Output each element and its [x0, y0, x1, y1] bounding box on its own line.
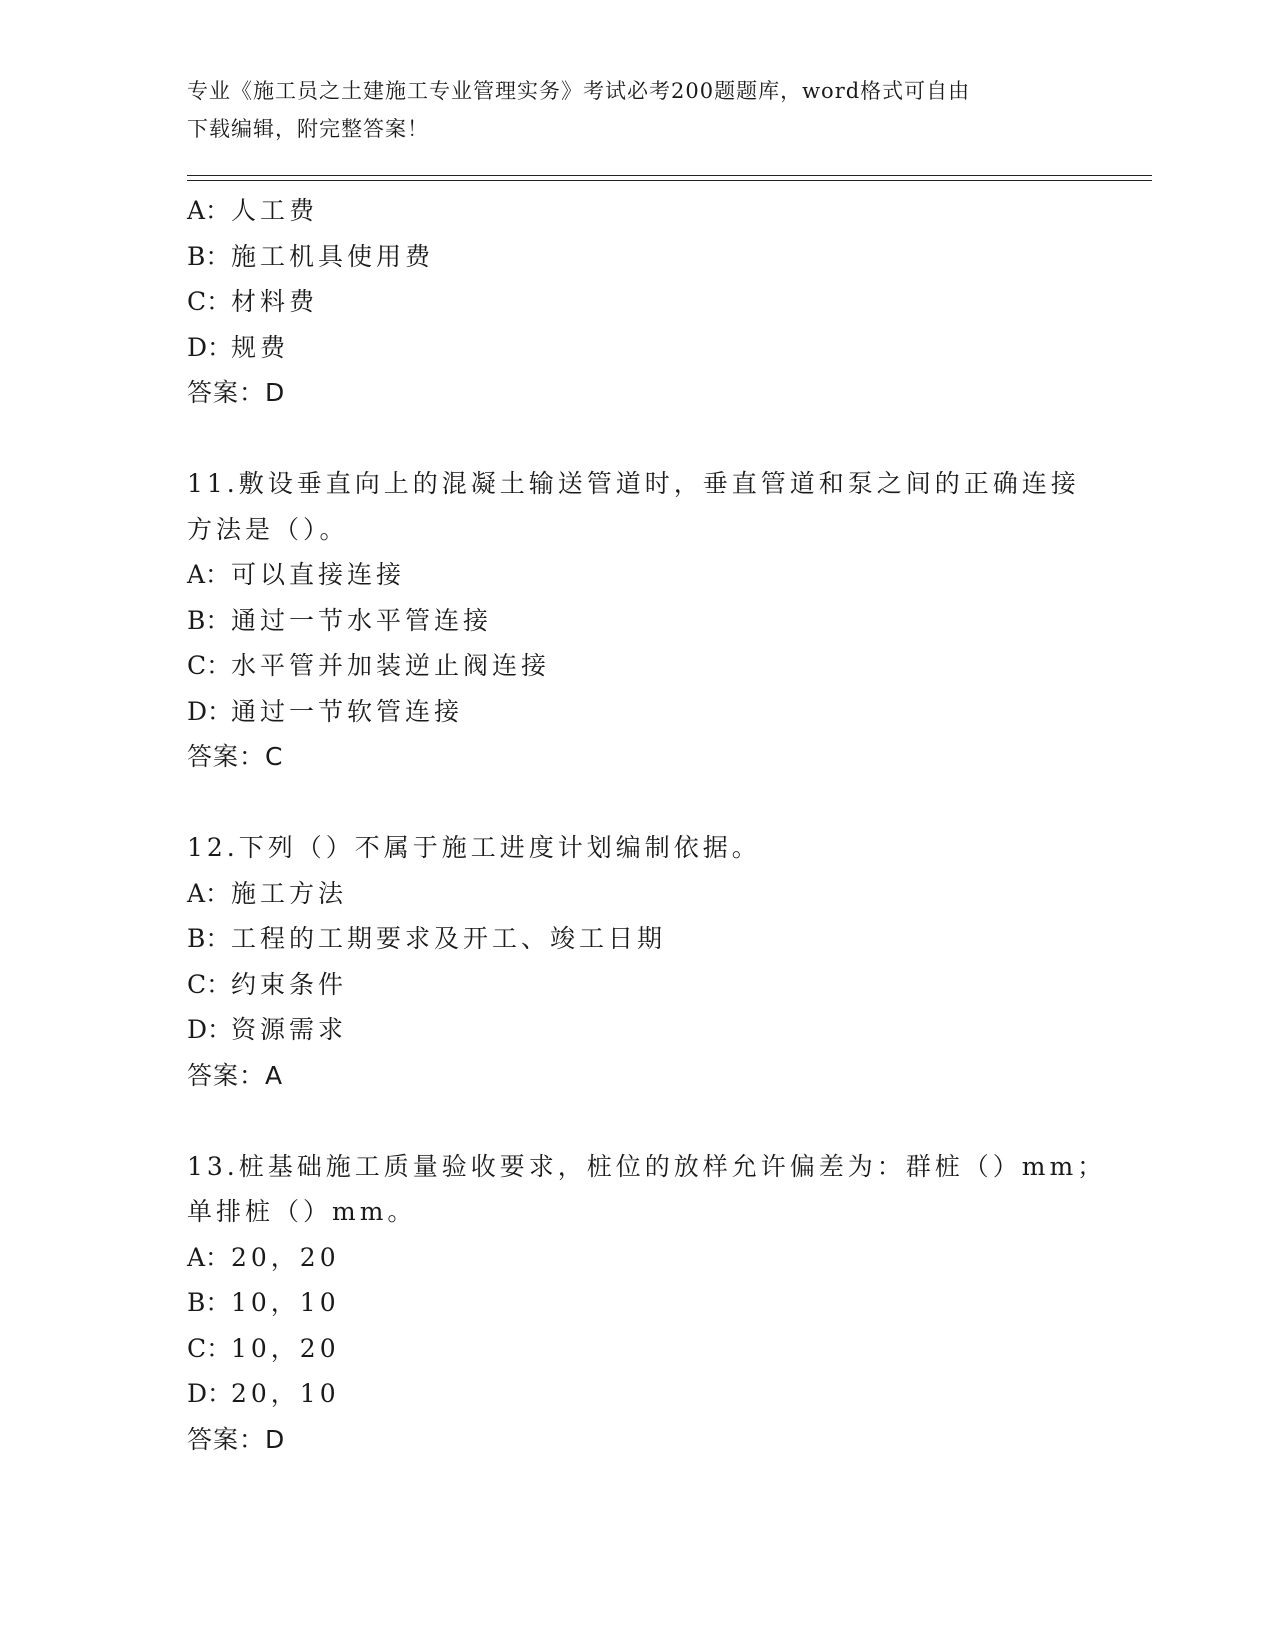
question-stem-line: 11.敷设垂直向上的混凝土输送管道时，垂直管道和泵之间的正确连接 — [187, 469, 1080, 498]
option-c — [187, 1326, 1152, 1372]
question-stem-line: 13.桩基础施工质量验收要求，桩位的放样允许偏差为：群桩（）mm； — [187, 1151, 1107, 1181]
option-text: 人工费 — [231, 196, 319, 225]
question-list — [187, 188, 1152, 1462]
answer-line: 答案：A — [187, 1060, 284, 1090]
question-item — [187, 461, 1152, 780]
option-text: 工程的工期要求及开工、竣工日期 — [231, 924, 667, 953]
option-b — [187, 1280, 1152, 1326]
document-header — [187, 72, 1067, 148]
answer-line: 答案：D — [187, 1424, 286, 1454]
option-b — [187, 234, 1152, 280]
option-d — [187, 689, 1152, 735]
option-text: 约束条件 — [231, 969, 348, 999]
option-c — [187, 962, 1152, 1008]
spacer — [187, 780, 1152, 826]
option-b — [187, 598, 1152, 644]
option-text: 规费 — [231, 332, 290, 362]
spacer — [187, 1098, 1152, 1144]
option-label: B： — [187, 605, 231, 635]
option-d — [187, 1007, 1152, 1053]
option-text: 材料费 — [231, 287, 319, 316]
option-text: 资源需求 — [231, 1015, 348, 1044]
option-a — [187, 871, 1152, 917]
option-label: A： — [187, 1242, 231, 1272]
option-text: 20，20 — [231, 1242, 340, 1272]
question-stem-line: 方法是（）。 — [187, 514, 349, 544]
answer-line: 答案：C — [187, 742, 284, 771]
option-label: C： — [187, 1333, 232, 1363]
option-text: 10，20 — [231, 1333, 340, 1363]
option-text: 20，10 — [231, 1379, 340, 1408]
option-label: D： — [187, 332, 233, 362]
option-text: 通过一节水平管连接 — [231, 605, 493, 635]
option-label: D： — [187, 1379, 233, 1408]
question-fragment — [187, 188, 1152, 416]
option-text: 可以直接连接 — [231, 560, 406, 589]
option-c — [187, 643, 1152, 689]
option-text: 施工机具使用费 — [231, 241, 435, 271]
answer-line: 答案：D — [187, 378, 286, 407]
option-label: A： — [187, 560, 231, 589]
option-text: 施工方法 — [231, 878, 348, 908]
option-label: C： — [187, 651, 232, 680]
option-a — [187, 188, 1152, 234]
question-stem-line: 12.下列（）不属于施工进度计划编制依据。 — [187, 833, 761, 862]
option-c — [187, 279, 1152, 325]
option-d — [187, 1371, 1152, 1417]
option-label: C： — [187, 287, 232, 316]
option-label: C： — [187, 969, 232, 999]
option-label: B： — [187, 241, 231, 271]
option-d — [187, 325, 1152, 371]
option-label: B： — [187, 924, 231, 953]
option-label: B： — [187, 1288, 231, 1317]
header-line-2: 下载编辑，附完整答案！ — [187, 117, 429, 141]
question-item — [187, 825, 1152, 1098]
question-stem-line: 单排桩（）mm。 — [187, 1197, 417, 1226]
option-label: D： — [187, 1015, 233, 1044]
question-item — [187, 1144, 1152, 1463]
option-text: 通过一节软管连接 — [231, 696, 464, 726]
option-text: 水平管并加装逆止阀连接 — [231, 651, 551, 680]
option-text: 10，10 — [231, 1288, 340, 1317]
spacer — [187, 416, 1152, 462]
option-label: A： — [187, 878, 231, 908]
option-a — [187, 552, 1152, 598]
option-b — [187, 916, 1152, 962]
option-label: D： — [187, 696, 233, 726]
header-double-rule — [187, 175, 1152, 181]
header-line-1: 专业《施工员之土建施工专业管理实务》考试必考200题题库，word格式可自由 — [187, 79, 971, 103]
option-a — [187, 1235, 1152, 1281]
option-label: A： — [187, 196, 231, 225]
